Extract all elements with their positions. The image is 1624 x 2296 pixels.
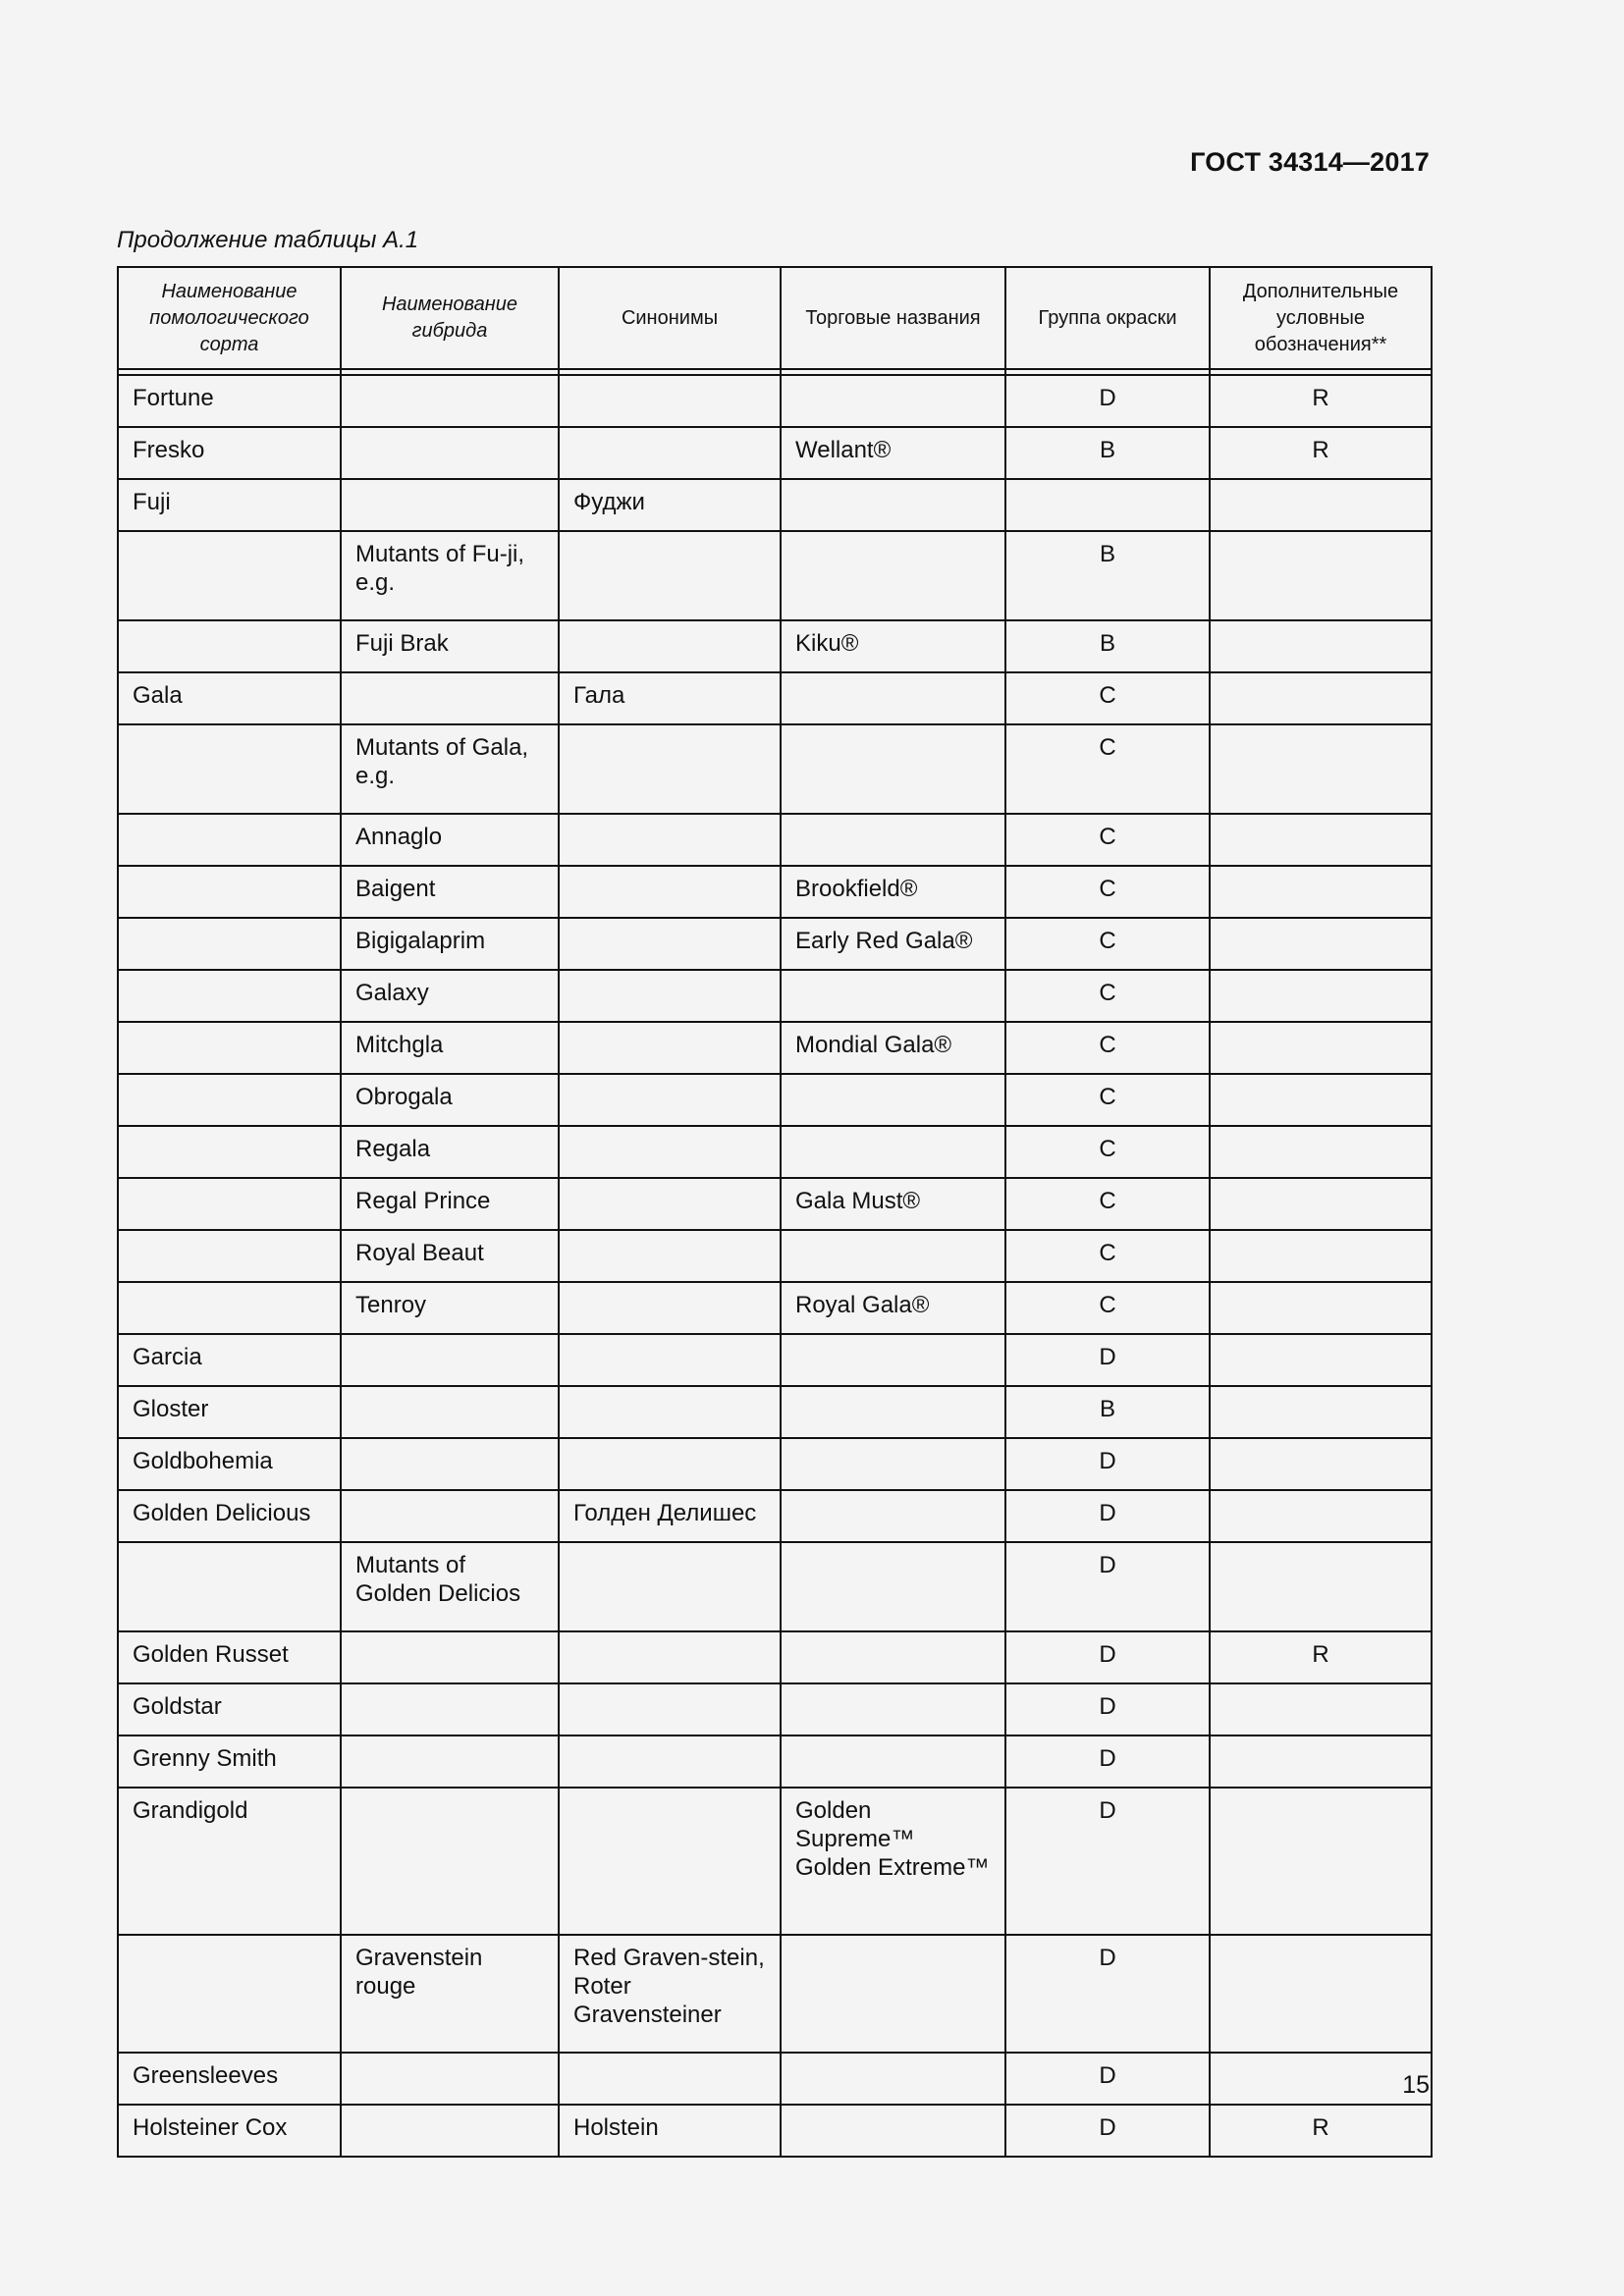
cell-color-group: C [1005, 1282, 1210, 1334]
cell-variety [118, 1282, 341, 1334]
cell-variety: Gala [118, 672, 341, 724]
cell-synonym [559, 427, 781, 479]
table-row [118, 672, 1432, 724]
table-row [118, 1178, 1432, 1230]
cell-color-group: D [1005, 1788, 1210, 1935]
cell-additional [1210, 1386, 1432, 1438]
cell-hybrid [341, 1386, 559, 1438]
cell-hybrid [341, 1788, 559, 1935]
cell-variety: Grandigold [118, 1788, 341, 1935]
cell-variety [118, 918, 341, 970]
cell-trade-name: Mondial Gala® [781, 1022, 1005, 1074]
cell-synonym [559, 1438, 781, 1490]
cell-additional [1210, 479, 1432, 531]
table-row [118, 1735, 1432, 1788]
cell-synonym: Red Graven-stein, Roter Gravensteiner [559, 1935, 781, 2053]
table-row [118, 1490, 1432, 1542]
varieties-table [117, 266, 1433, 2158]
cell-variety: Holsteiner Cox [118, 2105, 341, 2157]
cell-trade-name [781, 1126, 1005, 1178]
cell-variety: Gloster [118, 1386, 341, 1438]
cell-color-group: C [1005, 1230, 1210, 1282]
cell-variety: Fresko [118, 427, 341, 479]
cell-hybrid: Mitchgla [341, 1022, 559, 1074]
cell-color-group: D [1005, 1334, 1210, 1386]
cell-trade-name [781, 2053, 1005, 2105]
cell-synonym [559, 1788, 781, 1935]
table-row [118, 1230, 1432, 1282]
cell-additional [1210, 620, 1432, 672]
cell-color-group: C [1005, 918, 1210, 970]
cell-color-group: D [1005, 2105, 1210, 2157]
cell-variety: Greensleeves [118, 2053, 341, 2105]
cell-additional [1210, 672, 1432, 724]
cell-additional [1210, 1334, 1432, 1386]
cell-additional [1210, 1683, 1432, 1735]
cell-additional: R [1210, 375, 1432, 427]
cell-synonym [559, 1735, 781, 1788]
cell-hybrid: Fuji Brak [341, 620, 559, 672]
cell-color-group: C [1005, 970, 1210, 1022]
cell-hybrid: Mutants of Gala, e.g. [341, 724, 559, 814]
cell-hybrid: Mutants of Fu-ji, e.g. [341, 531, 559, 620]
table-row [118, 918, 1432, 970]
table-row [118, 1935, 1432, 2053]
cell-color-group: D [1005, 1438, 1210, 1490]
cell-color-group [1005, 479, 1210, 531]
cell-synonym [559, 814, 781, 866]
cell-additional [1210, 1542, 1432, 1631]
cell-variety: Golden Delicious [118, 1490, 341, 1542]
table-row [118, 1542, 1432, 1631]
cell-additional [1210, 1735, 1432, 1788]
cell-synonym [559, 2053, 781, 2105]
cell-additional [1210, 970, 1432, 1022]
cell-trade-name [781, 1735, 1005, 1788]
cell-hybrid [341, 375, 559, 427]
cell-trade-name [781, 1438, 1005, 1490]
cell-trade-name: Golden Supreme™ Golden Extreme™ [781, 1788, 1005, 1935]
cell-synonym [559, 866, 781, 918]
cell-trade-name [781, 724, 1005, 814]
table-row [118, 814, 1432, 866]
cell-hybrid [341, 672, 559, 724]
table-row [118, 1386, 1432, 1438]
cell-synonym [559, 1282, 781, 1334]
cell-variety [118, 1230, 341, 1282]
table-row [118, 2053, 1432, 2105]
table-caption: Продолжение таблицы А.1 [117, 227, 419, 253]
cell-color-group: B [1005, 531, 1210, 620]
table-row [118, 531, 1432, 620]
cell-synonym [559, 1126, 781, 1178]
cell-hybrid [341, 2105, 559, 2157]
column-header-synonyms: Синонимы [559, 267, 781, 369]
cell-trade-name [781, 1490, 1005, 1542]
table-row [118, 1788, 1432, 1935]
cell-synonym [559, 1386, 781, 1438]
cell-additional [1210, 1230, 1432, 1282]
column-header-color-group: Группа окраски [1005, 267, 1210, 369]
cell-variety: Golden Russet [118, 1631, 341, 1683]
cell-additional [1210, 1126, 1432, 1178]
cell-synonym: Holstein [559, 2105, 781, 2157]
cell-additional: R [1210, 1631, 1432, 1683]
cell-color-group: B [1005, 427, 1210, 479]
cell-variety [118, 1022, 341, 1074]
cell-synonym [559, 375, 781, 427]
cell-hybrid [341, 1683, 559, 1735]
cell-color-group: C [1005, 724, 1210, 814]
cell-trade-name: Gala Must® [781, 1178, 1005, 1230]
cell-hybrid: Regal Prince [341, 1178, 559, 1230]
cell-trade-name [781, 479, 1005, 531]
column-header-pomological-variety: Наименование помологического сорта [118, 267, 341, 369]
cell-additional [1210, 1178, 1432, 1230]
cell-trade-name [781, 672, 1005, 724]
cell-synonym [559, 724, 781, 814]
cell-hybrid: Mutants of Golden Delicios [341, 1542, 559, 1631]
cell-additional [1210, 1438, 1432, 1490]
cell-trade-name [781, 1230, 1005, 1282]
cell-trade-name [781, 970, 1005, 1022]
cell-variety [118, 1542, 341, 1631]
cell-hybrid [341, 1334, 559, 1386]
cell-variety [118, 970, 341, 1022]
cell-trade-name: Early Red Gala® [781, 918, 1005, 970]
table-row [118, 427, 1432, 479]
cell-additional [1210, 866, 1432, 918]
cell-synonym [559, 1683, 781, 1735]
cell-color-group: B [1005, 620, 1210, 672]
cell-additional [1210, 724, 1432, 814]
cell-variety: Fuji [118, 479, 341, 531]
cell-synonym [559, 1074, 781, 1126]
cell-synonym [559, 970, 781, 1022]
table-row [118, 1022, 1432, 1074]
cell-variety [118, 814, 341, 866]
cell-hybrid: Royal Beaut [341, 1230, 559, 1282]
cell-hybrid [341, 2053, 559, 2105]
cell-hybrid: Annaglo [341, 814, 559, 866]
cell-variety [118, 531, 341, 620]
cell-trade-name [781, 1683, 1005, 1735]
cell-variety [118, 1178, 341, 1230]
cell-additional [1210, 1490, 1432, 1542]
cell-hybrid [341, 479, 559, 531]
cell-synonym [559, 918, 781, 970]
table-row [118, 1074, 1432, 1126]
table-row [118, 1631, 1432, 1683]
cell-variety [118, 1126, 341, 1178]
cell-trade-name: Wellant® [781, 427, 1005, 479]
cell-hybrid [341, 1490, 559, 1542]
table-row [118, 1334, 1432, 1386]
cell-variety [118, 620, 341, 672]
cell-synonym [559, 1022, 781, 1074]
table-row [118, 724, 1432, 814]
cell-color-group: D [1005, 1683, 1210, 1735]
cell-synonym: Голден Делишес [559, 1490, 781, 1542]
cell-synonym [559, 620, 781, 672]
cell-hybrid: Bigigalaprim [341, 918, 559, 970]
cell-hybrid [341, 1438, 559, 1490]
cell-color-group: D [1005, 375, 1210, 427]
cell-color-group: C [1005, 1178, 1210, 1230]
cell-hybrid: Obrogala [341, 1074, 559, 1126]
cell-variety: Goldstar [118, 1683, 341, 1735]
cell-hybrid: Regala [341, 1126, 559, 1178]
cell-color-group: B [1005, 1386, 1210, 1438]
cell-color-group: C [1005, 672, 1210, 724]
cell-synonym [559, 1542, 781, 1631]
cell-color-group: D [1005, 1490, 1210, 1542]
cell-additional [1210, 531, 1432, 620]
cell-synonym [559, 1334, 781, 1386]
cell-synonym: Фуджи [559, 479, 781, 531]
cell-color-group: C [1005, 1074, 1210, 1126]
cell-variety [118, 1074, 341, 1126]
cell-trade-name [781, 531, 1005, 620]
cell-hybrid [341, 1735, 559, 1788]
page-number: 15 [1402, 2071, 1430, 2099]
cell-additional: R [1210, 2105, 1432, 2157]
cell-synonym [559, 1631, 781, 1683]
table-row [118, 1438, 1432, 1490]
cell-variety [118, 866, 341, 918]
cell-color-group: C [1005, 866, 1210, 918]
cell-trade-name: Kiku® [781, 620, 1005, 672]
table-row [118, 2105, 1432, 2157]
cell-additional [1210, 1788, 1432, 1935]
cell-additional: R [1210, 427, 1432, 479]
cell-hybrid: Baigent [341, 866, 559, 918]
table-row [118, 375, 1432, 427]
column-header-trade-names: Торговые названия [781, 267, 1005, 369]
cell-trade-name [781, 375, 1005, 427]
cell-synonym [559, 531, 781, 620]
cell-variety [118, 724, 341, 814]
cell-synonym: Гала [559, 672, 781, 724]
cell-trade-name [781, 2105, 1005, 2157]
cell-trade-name [781, 1935, 1005, 2053]
cell-synonym [559, 1178, 781, 1230]
cell-additional [1210, 1022, 1432, 1074]
cell-hybrid: Tenroy [341, 1282, 559, 1334]
cell-variety: Garcia [118, 1334, 341, 1386]
cell-variety: Fortune [118, 375, 341, 427]
cell-trade-name [781, 1631, 1005, 1683]
cell-hybrid [341, 427, 559, 479]
cell-hybrid: Galaxy [341, 970, 559, 1022]
column-header-additional-symbols: Дополнительные условные обозначения** [1210, 267, 1432, 369]
cell-hybrid: Gravenstein rouge [341, 1935, 559, 2053]
cell-trade-name [781, 1542, 1005, 1631]
table-row [118, 479, 1432, 531]
cell-additional [1210, 1282, 1432, 1334]
table-header [118, 267, 1432, 375]
cell-trade-name [781, 814, 1005, 866]
cell-color-group: D [1005, 1935, 1210, 2053]
table-row [118, 1683, 1432, 1735]
cell-color-group: D [1005, 2053, 1210, 2105]
cell-color-group: C [1005, 1022, 1210, 1074]
cell-trade-name: Brookfield® [781, 866, 1005, 918]
cell-trade-name [781, 1074, 1005, 1126]
cell-color-group: D [1005, 1631, 1210, 1683]
column-header-hybrid-name: Наименование гибрида [341, 267, 559, 369]
cell-hybrid [341, 1631, 559, 1683]
cell-color-group: D [1005, 1542, 1210, 1631]
document-code: ГОСТ 34314—2017 [1190, 147, 1430, 177]
cell-additional [1210, 918, 1432, 970]
table-body [118, 375, 1432, 2157]
cell-variety: Grenny Smith [118, 1735, 341, 1788]
cell-additional [1210, 814, 1432, 866]
cell-color-group: C [1005, 814, 1210, 866]
cell-color-group: D [1005, 1735, 1210, 1788]
cell-variety [118, 1935, 341, 2053]
cell-trade-name [781, 1334, 1005, 1386]
cell-additional [1210, 1074, 1432, 1126]
table-row [118, 866, 1432, 918]
cell-variety: Goldbohemia [118, 1438, 341, 1490]
table-row [118, 1126, 1432, 1178]
table-row [118, 1282, 1432, 1334]
cell-additional [1210, 2053, 1432, 2105]
cell-trade-name: Royal Gala® [781, 1282, 1005, 1334]
cell-trade-name [781, 1386, 1005, 1438]
cell-synonym [559, 1230, 781, 1282]
table-row [118, 970, 1432, 1022]
cell-color-group: C [1005, 1126, 1210, 1178]
table-row [118, 620, 1432, 672]
cell-additional [1210, 1935, 1432, 2053]
